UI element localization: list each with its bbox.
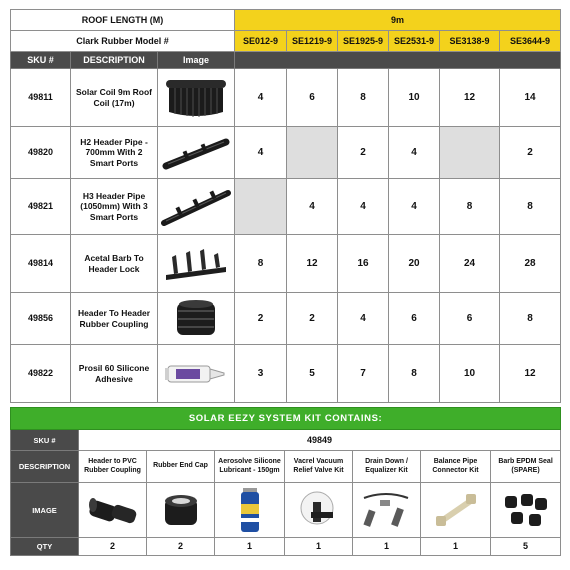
kit-item-description: Drain Down / Equalizer Kit xyxy=(353,451,421,483)
drain-kit-icon xyxy=(358,488,416,532)
kit-item-description: Rubber End Cap xyxy=(147,451,215,483)
qty-cell: 7 xyxy=(338,345,389,403)
qty-cell: 2 xyxy=(235,293,287,345)
qty-cell: 6 xyxy=(389,293,440,345)
model-header: SE012-9 xyxy=(235,31,287,52)
qty-cell: 4 xyxy=(235,69,287,127)
kit-item-qty: 2 xyxy=(79,538,147,556)
qty-cell: 12 xyxy=(440,69,500,127)
qty-cell: 6 xyxy=(440,293,500,345)
balance-connector-icon xyxy=(428,488,484,532)
qty-cell: 6 xyxy=(287,69,338,127)
barb-lock-icon xyxy=(162,241,230,287)
kit-item-image xyxy=(215,483,285,538)
qty-cell-empty xyxy=(440,127,500,179)
description-cell: Solar Coil 9m Roof Coil (17m) xyxy=(71,69,158,127)
product-image xyxy=(158,293,235,345)
qty-cell: 24 xyxy=(440,235,500,293)
kit-item-image xyxy=(421,483,491,538)
header-pipe-long-icon xyxy=(161,185,231,229)
qty-cell: 4 xyxy=(235,127,287,179)
qty-cell-empty xyxy=(235,179,287,235)
kit-description-label: DESCRIPTION xyxy=(11,451,79,483)
kit-item-image xyxy=(147,483,215,538)
kit-item-description: Header to PVC Rubber Coupling xyxy=(79,451,147,483)
qty-cell: 12 xyxy=(287,235,338,293)
product-image xyxy=(158,345,235,403)
qty-cell: 3 xyxy=(235,345,287,403)
kit-title: SOLAR EEZY SYSTEM KIT CONTAINS: xyxy=(11,408,561,430)
table-row xyxy=(11,293,561,345)
qty-cell: 28 xyxy=(500,235,561,293)
qty-cell: 4 xyxy=(389,127,440,179)
qty-cell: 10 xyxy=(440,345,500,403)
product-image xyxy=(158,235,235,293)
table-row xyxy=(11,345,561,403)
qty-cell: 2 xyxy=(287,293,338,345)
qty-cell-empty xyxy=(287,127,338,179)
vacuum-valve-icon xyxy=(291,488,347,532)
description-cell: Acetal Barb To Header Lock xyxy=(71,235,158,293)
model-header: SE3138-9 xyxy=(440,31,500,52)
table-row xyxy=(11,179,561,235)
kit-sku-label: SKU # xyxy=(11,430,79,451)
qty-cell: 4 xyxy=(287,179,338,235)
qty-cell: 8 xyxy=(389,345,440,403)
qty-cell: 8 xyxy=(500,293,561,345)
product-image xyxy=(158,69,235,127)
kit-item-qty: 2 xyxy=(147,538,215,556)
qty-cell: 4 xyxy=(338,293,389,345)
model-header: SE2531-9 xyxy=(389,31,440,52)
description-column-header: DESCRIPTION xyxy=(71,52,158,69)
lubricant-can-icon xyxy=(230,486,270,534)
qty-cell: 14 xyxy=(500,69,561,127)
product-image xyxy=(158,179,235,235)
roof-length-table xyxy=(10,9,561,403)
silicone-tube-icon xyxy=(162,354,230,394)
kit-item-qty: 1 xyxy=(421,538,491,556)
rubber-coupling-icon xyxy=(171,297,221,341)
qty-cell: 8 xyxy=(338,69,389,127)
header-filler xyxy=(235,52,561,69)
qty-cell: 4 xyxy=(338,179,389,235)
kit-contents-table xyxy=(10,407,561,556)
product-image xyxy=(158,127,235,179)
sku-column-header: SKU # xyxy=(11,52,71,69)
qty-cell: 2 xyxy=(500,127,561,179)
kit-item-description: Aerosolve Silicone Lubricant - 150gm xyxy=(215,451,285,483)
kit-item-image xyxy=(285,483,353,538)
sku-cell: 49822 xyxy=(11,345,71,403)
roof-length-label: ROOF LENGTH (M) xyxy=(11,10,235,31)
qty-cell: 10 xyxy=(389,69,440,127)
model-label: Clark Rubber Model # xyxy=(11,31,235,52)
qty-cell: 8 xyxy=(440,179,500,235)
roof-length-value: 9m xyxy=(235,10,561,31)
qty-cell: 2 xyxy=(338,127,389,179)
model-header: SE3644-9 xyxy=(500,31,561,52)
kit-qty-label: QTY xyxy=(11,538,79,556)
table-row xyxy=(11,235,561,293)
header-pipe-icon xyxy=(162,132,230,174)
qty-cell: 20 xyxy=(389,235,440,293)
description-cell: H3 Header Pipe (1050mm) With 3 Smart Ports xyxy=(71,179,158,235)
kit-item-image xyxy=(79,483,147,538)
kit-sku-value: 49849 xyxy=(79,430,561,451)
qty-cell: 5 xyxy=(287,345,338,403)
epdm-seal-icon xyxy=(497,488,555,532)
kit-item-qty: 1 xyxy=(353,538,421,556)
image-column-header: Image xyxy=(158,52,235,69)
sku-cell: 49820 xyxy=(11,127,71,179)
table-row xyxy=(11,127,561,179)
qty-cell: 16 xyxy=(338,235,389,293)
model-header: SE1219-9 xyxy=(287,31,338,52)
kit-item-description: Barb EPDM Seal (SPARE) xyxy=(491,451,561,483)
model-header: SE1925-9 xyxy=(338,31,389,52)
sku-cell: 49814 xyxy=(11,235,71,293)
table-row xyxy=(11,69,561,127)
kit-item-image xyxy=(353,483,421,538)
qty-cell: 4 xyxy=(389,179,440,235)
solar-coil-icon xyxy=(163,74,229,122)
description-cell: Header To Header Rubber Coupling xyxy=(71,293,158,345)
sku-cell: 49821 xyxy=(11,179,71,235)
kit-item-image xyxy=(491,483,561,538)
pvc-coupling-icon xyxy=(84,489,142,531)
description-cell: Prosil 60 Silicone Adhesive xyxy=(71,345,158,403)
qty-cell: 12 xyxy=(500,345,561,403)
sku-cell: 49811 xyxy=(11,69,71,127)
qty-cell: 8 xyxy=(500,179,561,235)
kit-item-qty: 1 xyxy=(215,538,285,556)
sku-cell: 49856 xyxy=(11,293,71,345)
kit-item-qty: 1 xyxy=(285,538,353,556)
kit-item-description: Vacrel Vacuum Relief Valve Kit xyxy=(285,451,353,483)
kit-item-description: Balance Pipe Connector Kit xyxy=(421,451,491,483)
kit-item-qty: 5 xyxy=(491,538,561,556)
description-cell: H2 Header Pipe - 700mm With 2 Smart Ports xyxy=(71,127,158,179)
kit-image-label: IMAGE xyxy=(11,483,79,538)
qty-cell: 8 xyxy=(235,235,287,293)
end-cap-icon xyxy=(155,489,207,531)
